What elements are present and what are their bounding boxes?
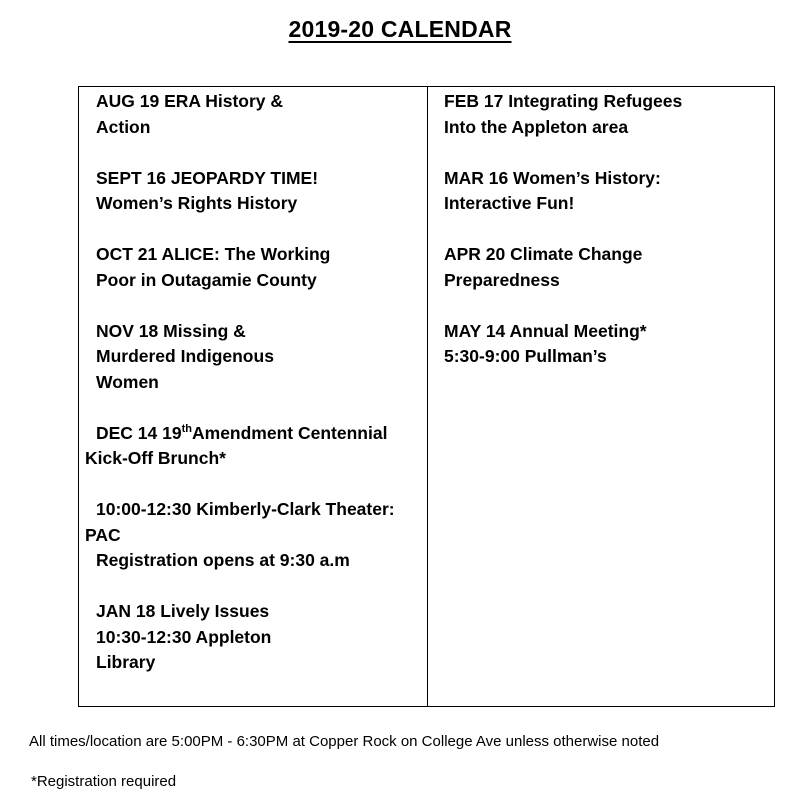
event-nov-title: NOV 18 Missing & bbox=[96, 320, 246, 341]
event-dec-title bbox=[85, 421, 421, 447]
event-apr-title: APR 20 Climate Change bbox=[444, 244, 643, 264]
event-sept-title-cont: Women’s Rights History bbox=[96, 193, 298, 213]
event-jan-location: Library bbox=[96, 652, 156, 672]
event-mar-title: MAR 16 Women’s History: bbox=[444, 167, 661, 188]
footer-times-note: All times/location are 5:00PM - 6:30PM at Copper Rock on College Ave unless otherwise noted bbox=[29, 733, 660, 750]
event-feb-title-cont: Into the Appleton area bbox=[444, 116, 629, 137]
footer-registration-note: *Registration required bbox=[31, 773, 177, 790]
column-divider bbox=[427, 87, 428, 706]
event-dec-time-location: 10:00-12:30 Kimberly-Clark Theater: bbox=[96, 499, 395, 519]
event-aug-title-cont: Action bbox=[96, 116, 151, 137]
event-sept-title: SEPT 16 JEOPARDY TIME! bbox=[96, 167, 319, 188]
event-jan-time: 10:30-12:30 Appleton bbox=[96, 626, 272, 647]
event-apr-title-cont: Preparedness bbox=[444, 269, 560, 290]
event-may-time-location: 5:30-9:00 Pullman’s bbox=[444, 346, 607, 366]
event-oct-title: OCT 21 ALICE: The Working bbox=[96, 244, 331, 264]
event-dec-registration-note: Registration opens at 9:30 a.m bbox=[96, 550, 350, 570]
event-oct-title-cont: Poor in Outagamie County bbox=[96, 269, 317, 290]
event-mar-title-cont: Interactive Fun! bbox=[444, 193, 575, 213]
event-nov-title-cont: Murdered Indigenous bbox=[96, 346, 274, 366]
event-feb-title: FEB 17 Integrating Refugees bbox=[444, 91, 683, 111]
event-nov-title-cont2: Women bbox=[96, 371, 159, 392]
event-dec-prefix: DEC 14 19 bbox=[96, 422, 182, 443]
page-title: 2019-20 CALENDAR bbox=[288, 16, 512, 42]
left-column bbox=[85, 87, 421, 676]
event-may-title: MAY 14 Annual Meeting* bbox=[444, 320, 647, 341]
right-column bbox=[444, 87, 764, 370]
event-dec-location-cont: PAC bbox=[85, 524, 121, 545]
event-dec-title-cont: Kick-Off Brunch* bbox=[85, 448, 226, 468]
event-dec-ordinal: th bbox=[181, 422, 192, 435]
event-jan-title: JAN 18 Lively Issues bbox=[96, 601, 270, 621]
event-dec-suffix: Amendment Centennial bbox=[192, 422, 388, 443]
event-aug-title: AUG 19 ERA History & bbox=[96, 91, 284, 111]
calendar-table bbox=[78, 86, 775, 707]
